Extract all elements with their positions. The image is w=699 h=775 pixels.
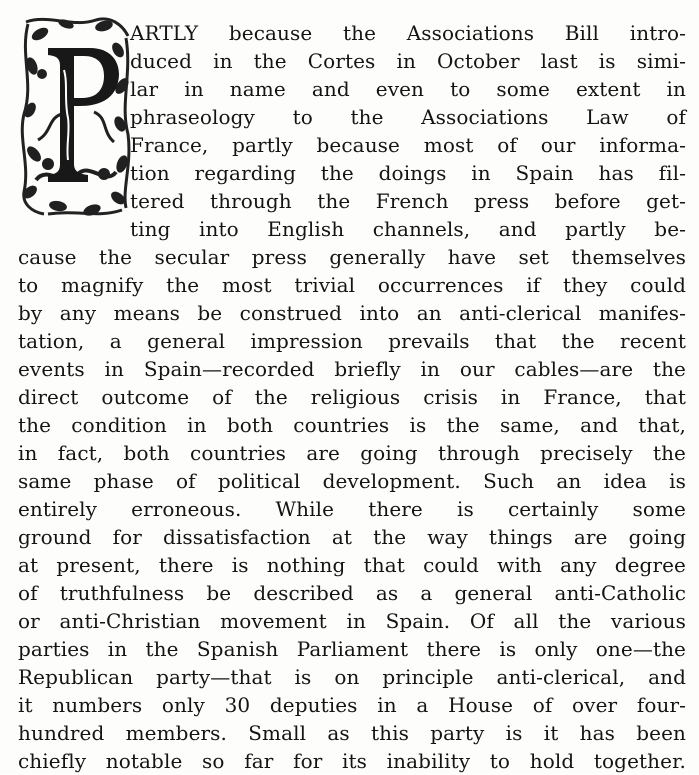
text-line-20: at present, there is nothing that could with any degree bbox=[18, 553, 686, 577]
text-line-5: France, partly because most of our informa- bbox=[130, 133, 686, 157]
ornate-drop-cap bbox=[18, 14, 134, 219]
text-line-27: chiefly notable so far for its inability to hold together. bbox=[18, 749, 686, 773]
text-line-10: to magnify the most trivial occurrences if they could bbox=[18, 273, 686, 297]
text-line-7: tered through the French press before get- bbox=[130, 189, 686, 213]
text-line-21: of truthfulness be described as a general anti-Catholic bbox=[18, 581, 686, 605]
text-line-15: the condition in both countries is the same, and that, bbox=[18, 413, 686, 437]
text-line-23: parties in the Spanish Parliament there is only one—the bbox=[18, 637, 686, 661]
text-line-24: Republican party—that is on principle anti-clerical, and bbox=[18, 665, 686, 689]
text-line-2: duced in the Cortes in October last is simi- bbox=[130, 49, 686, 73]
text-line-12: tation, a general impression prevails that the recent bbox=[18, 329, 686, 353]
text-line-6: tion regarding the doings in Spain has fil- bbox=[130, 161, 686, 185]
text-line-22: or anti-Christian movement in Spain. Of all the various bbox=[18, 609, 686, 633]
text-line-25: it numbers only 30 deputies in a House of over four- bbox=[18, 693, 686, 717]
text-line-9: cause the secular press generally have set themselves bbox=[18, 245, 686, 269]
text-line-8: ting into English channels, and partly be- bbox=[130, 217, 686, 241]
text-line-26: hundred members. Small as this party is it has been bbox=[18, 721, 686, 745]
text-line-19: ground for dissatisfaction at the way things are going bbox=[18, 525, 686, 549]
text-line-14: direct outcome of the religious crisis in France, that bbox=[18, 385, 686, 409]
text-line-3: lar in name and even to some extent in bbox=[130, 77, 686, 101]
text-line-13: events in Spain—recorded briefly in our cables—are the bbox=[18, 357, 686, 381]
text-line-11: by any means be construed into an anti-clerical manifes- bbox=[18, 301, 686, 325]
text-line-18: entirely erroneous. While there is certainly some bbox=[18, 497, 686, 521]
text-line-17: same phase of political development. Such an idea is bbox=[18, 469, 686, 493]
text-line-16: in fact, both countries are going through precisely the bbox=[18, 441, 686, 465]
text-line-1: ARTLY because the Associations Bill intro- bbox=[130, 21, 686, 45]
text-line-4: phraseology to the Associations Law of bbox=[130, 105, 686, 129]
